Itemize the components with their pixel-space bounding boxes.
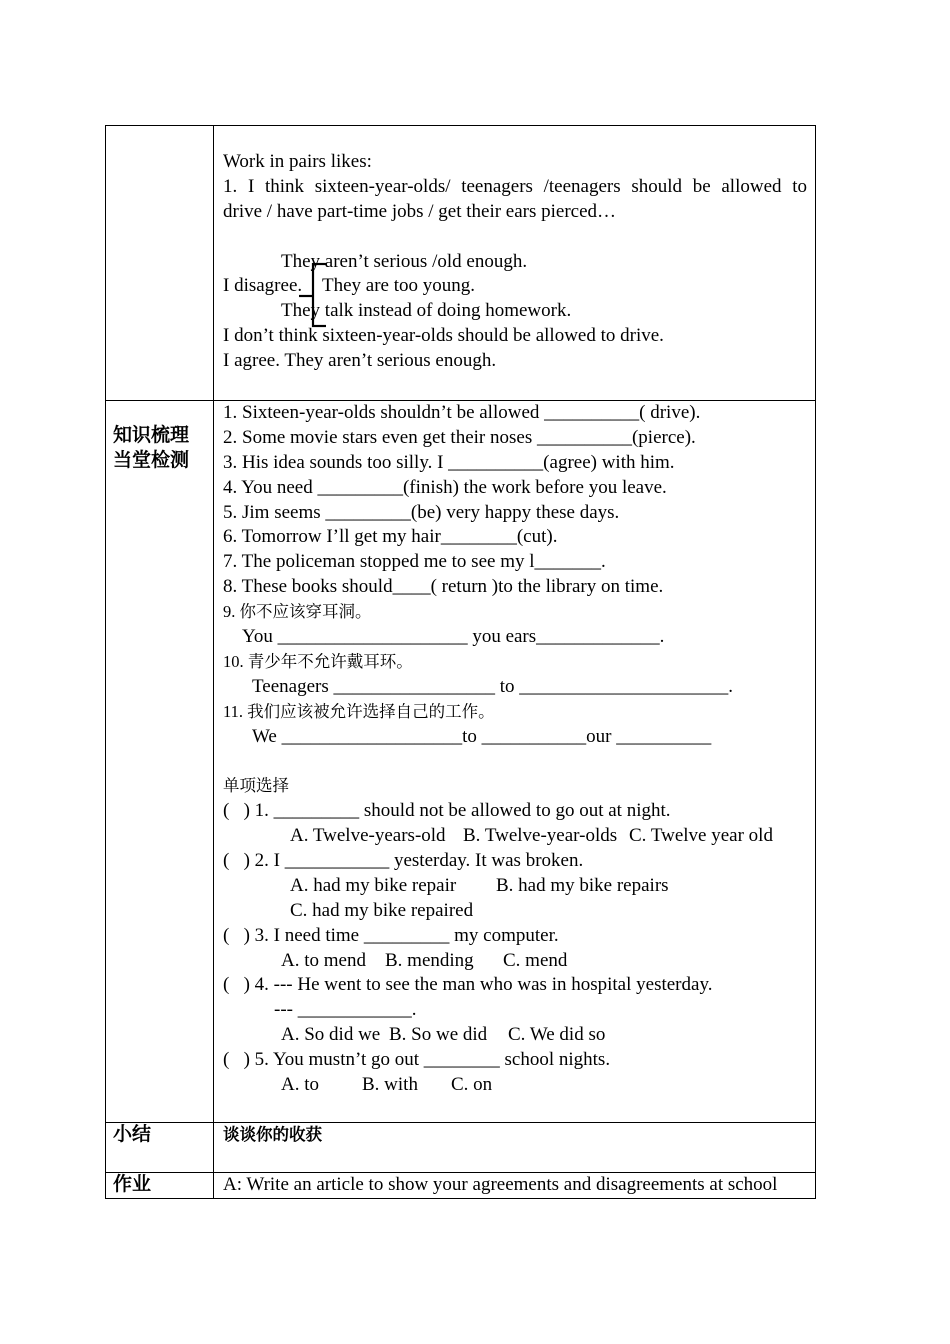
- summary-label-cell: [106, 1123, 214, 1172]
- translation-prompt-10: 10. 青少年不允许戴耳环。: [223, 651, 413, 671]
- mc-4-reply: --- ____________.: [274, 999, 417, 1021]
- mc-5-option-b: B. with: [362, 1074, 418, 1096]
- row-homework: [106, 1172, 815, 1198]
- mc-4-option-b: B. So we did: [389, 1024, 488, 1046]
- mc-4-option-c: C. We did so: [508, 1024, 606, 1046]
- mc-question-4: ( ) 4. --- He went to see the man who was in hospital yesterday.: [223, 974, 713, 996]
- mc-3-option-b: B. mending: [385, 949, 474, 971]
- mc-question-5: ( ) 5. You mustn’t go out ________ school nights.: [223, 1049, 611, 1071]
- fill-in-7: 7. The policeman stopped me to see my l_______.: [223, 551, 606, 573]
- mc-1-option-a: A. Twelve-years-old: [290, 825, 446, 847]
- reason-2: They are too young.: [322, 275, 476, 297]
- mc-1-option-c: C. Twelve year old: [629, 825, 773, 847]
- disagree-text: I disagree.: [223, 275, 303, 297]
- mc-options-5: [223, 1073, 807, 1098]
- mc-1-option-b: B. Twelve-year-olds: [463, 825, 618, 847]
- practice-content: [214, 401, 815, 1122]
- fill-in-5: 5. Jim seems _________(be) very happy these days.: [223, 501, 620, 523]
- example-1: I don’t think sixteen-year-olds should be allowed to drive.: [223, 325, 664, 347]
- homework-content-cell: [214, 1173, 815, 1198]
- fill-in-2: 2. Some movie stars even get their noses __________(pierce).: [223, 426, 696, 448]
- fill-in-1: 1. Sixteen-year-olds shouldn’t be allowed __________( drive).: [223, 402, 701, 423]
- mc-question-3: ( ) 3. I need time _________ my computer.: [223, 924, 559, 946]
- translation-answer-10: Teenagers _________________ to ______________________.: [252, 675, 734, 697]
- multiple-choice-title: 单项选择: [223, 776, 289, 796]
- mc-options-3: [223, 949, 807, 974]
- fill-in-4: 4. You need _________(finish) the work before you leave.: [223, 476, 667, 498]
- summary-content-cell: [214, 1123, 815, 1172]
- mc-3-option-c: C. mend: [503, 949, 568, 971]
- mc-question-1: ( ) 1. _________ should not be allowed to go out at night.: [223, 800, 671, 822]
- mc-2-option-b: B. had my bike repairs: [496, 874, 669, 896]
- mc-2-option-a: A. had my bike repair: [290, 874, 457, 896]
- translation-prompt-9: 9. 你不应该穿耳洞。: [223, 602, 372, 622]
- blank-line: [223, 225, 807, 250]
- pair-work-prompt-line-2: drive / have part-time jobs / get their ears pierced…: [223, 200, 617, 222]
- translation-answer-11: We ___________________to ___________our __________: [252, 725, 712, 747]
- pair-work-label-cell: [106, 126, 214, 400]
- example-2: I agree. They aren’t serious enough.: [223, 350, 497, 372]
- pair-work-intro: Work in pairs likes:: [223, 151, 372, 172]
- practice-label-2: 当堂检测: [113, 449, 190, 471]
- blank-line: [223, 749, 807, 774]
- mc-3-option-a: A. to mend: [281, 949, 366, 971]
- mc-options-4: [223, 1023, 807, 1048]
- mc-options-2: [223, 874, 807, 899]
- practice-label-cell: [106, 401, 214, 1122]
- homework-label: 作业: [113, 1174, 152, 1195]
- fill-in-8: 8. These books should____( return )to the library on time.: [223, 576, 664, 598]
- row-summary: [106, 1122, 815, 1172]
- mc-5-option-a: A. to: [281, 1074, 319, 1096]
- fill-in-6: 6. Tomorrow I’ll get my hair________(cut).: [223, 526, 558, 548]
- mc-options-1: [223, 824, 807, 849]
- translation-prompt-11: 11. 我们应该被允许选择自己的工作。: [223, 701, 495, 721]
- pair-work-prompt-line-1: 1. I think sixteen-year-olds/ teenagers /teenagers should be allowed to: [223, 175, 807, 197]
- mc-2-option-c: C. had my bike repaired: [290, 899, 474, 921]
- practice-label-1: 知识梳理: [113, 425, 190, 446]
- row-pair-work: [106, 126, 815, 400]
- summary-label: 小结: [113, 1124, 152, 1145]
- reasons-bracket: [295, 258, 330, 332]
- mc-5-option-c: C. on: [451, 1074, 493, 1096]
- reason-1: They aren’t serious /old enough.: [281, 250, 528, 272]
- translation-answer-9: You ____________________ you ears_____________.: [242, 626, 665, 648]
- mc-question-2: ( ) 2. I ___________ yesterday. It was broken.: [223, 850, 584, 872]
- summary-content: 谈谈你的收获: [223, 1125, 322, 1144]
- lesson-table: [105, 125, 816, 1199]
- fill-in-3: 3. His idea sounds too silly. I __________(agree) with him.: [223, 451, 675, 473]
- mc-4-option-a: A. So did we: [281, 1024, 381, 1046]
- homework-content: A: Write an article to show your agreements and disagreements at school: [223, 1174, 778, 1195]
- row-practice: [106, 400, 815, 1122]
- homework-label-cell: [106, 1173, 214, 1198]
- reason-3: They talk instead of doing homework.: [281, 300, 572, 322]
